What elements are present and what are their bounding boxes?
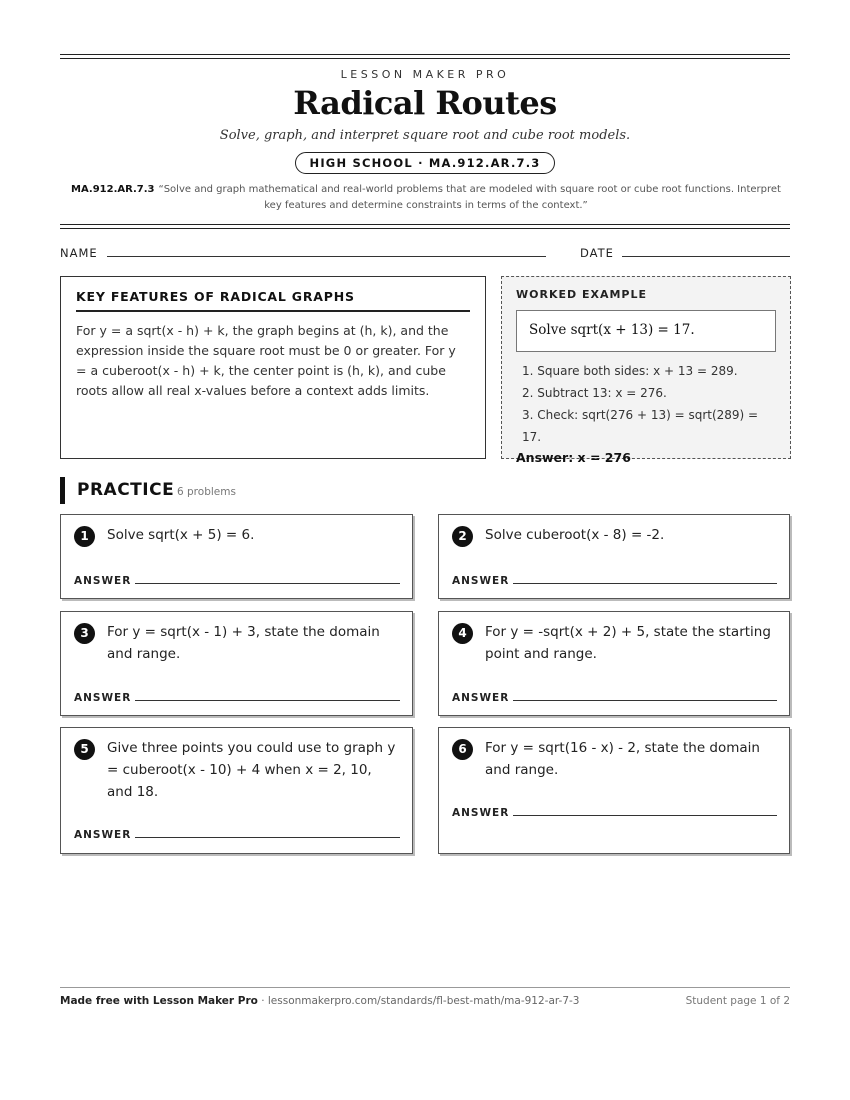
answer-label: ANSWER <box>452 692 510 704</box>
answer-field[interactable] <box>513 700 777 701</box>
worked-example-answer: Answer: x = 276 <box>516 450 631 465</box>
page-subtitle: Solve, graph, and interpret square root and cube root models. <box>219 128 631 143</box>
problem-card-5 <box>60 727 413 854</box>
date-label: DATE <box>580 246 614 260</box>
problem-card-3 <box>60 611 413 716</box>
answer-label: ANSWER <box>74 829 132 841</box>
header-bottom-rule <box>60 224 790 229</box>
problem-card-1 <box>60 514 413 599</box>
badge-wrap <box>0 152 850 174</box>
date-field[interactable] <box>622 256 790 257</box>
practice-accent-bar <box>60 477 65 504</box>
problem-card-4 <box>438 611 790 716</box>
problem-question: Solve sqrt(x + 5) = 6. <box>107 527 255 543</box>
problem-card-2 <box>438 514 790 599</box>
answer-field[interactable] <box>135 837 400 838</box>
answer-field[interactable] <box>513 583 777 584</box>
key-features-title: KEY FEATURES OF RADICAL GRAPHS <box>76 289 470 312</box>
problem-question: For y = sqrt(x - 1) + 3, state the domain and range. <box>107 624 380 662</box>
footer-url[interactable]: · lessonmakerpro.com/standards/fl-best-math/ma-912-ar-7-3 <box>257 995 580 1007</box>
standard-code: MA.912.AR.7.3 <box>71 184 155 195</box>
name-label: NAME <box>60 246 98 260</box>
name-field[interactable] <box>107 256 546 257</box>
worked-example-steps <box>516 360 776 448</box>
problem-number-badge: 1 <box>74 526 95 547</box>
worked-example-title: WORKED EXAMPLE <box>516 288 647 301</box>
worked-example-step: 3. Check: sqrt(276 + 13) = sqrt(289) = 17. <box>522 408 759 444</box>
problem-number-badge: 3 <box>74 623 95 644</box>
problem-card-6 <box>438 727 790 854</box>
problem-question: Give three points you could use to graph y = cuberoot(x - 10) + 4 when x = 2, 10, and 18. <box>107 740 396 800</box>
worked-example-step: 1. Square both sides: x + 13 = 289. <box>522 364 738 378</box>
problem-number-badge: 4 <box>452 623 473 644</box>
answer-field[interactable] <box>513 815 777 816</box>
key-features-text: For y = a sqrt(x - h) + k, the graph begins at (h, k), and the expression inside the square root must be 0 or greater. For y = a cuberoot(x - h) + k, the center point is (h, k), and cube roots allow all real x-values before a context adds limits. <box>76 323 456 398</box>
footer-page-number: Student page 1 of 2 <box>685 995 790 1007</box>
answer-label: ANSWER <box>74 692 132 704</box>
practice-title: PRACTICE <box>77 480 175 500</box>
footer-credit <box>60 995 579 1007</box>
problem-question: For y = sqrt(16 - x) - 2, state the domain and range. <box>485 740 760 778</box>
answer-field[interactable] <box>135 700 400 701</box>
footer-made-with: Made free with Lesson Maker Pro <box>60 995 258 1007</box>
page-title: Radical Routes <box>293 84 557 122</box>
standard-description <box>66 182 786 214</box>
answer-label: ANSWER <box>452 807 510 819</box>
problem-question: Solve cuberoot(x - 8) = -2. <box>485 527 665 543</box>
brand-name: LESSON MAKER PRO <box>340 68 510 81</box>
practice-count: 6 problems <box>177 486 236 498</box>
problem-number-badge: 2 <box>452 526 473 547</box>
problem-number-badge: 6 <box>452 739 473 760</box>
standard-text: “Solve and graph mathematical and real-world problems that are modeled with square root or cube root functions. Interpret key features and determine constraints in terms of the context.” <box>158 184 781 211</box>
grade-standard-badge: HIGH SCHOOL · MA.912.AR.7.3 <box>295 152 556 174</box>
top-rule <box>60 54 790 59</box>
worked-example-step: 2. Subtract 13: x = 276. <box>522 386 667 400</box>
answer-label: ANSWER <box>452 575 510 587</box>
problem-question: For y = -sqrt(x + 2) + 5, state the starting point and range. <box>485 624 771 662</box>
answer-label: ANSWER <box>74 575 132 587</box>
worked-example-problem: Solve sqrt(x + 13) = 17. <box>516 310 776 352</box>
worked-example-box <box>501 276 791 465</box>
problem-number-badge: 5 <box>74 739 95 760</box>
key-features-box <box>60 276 486 459</box>
answer-field[interactable] <box>135 583 400 584</box>
footer-rule <box>60 987 790 988</box>
